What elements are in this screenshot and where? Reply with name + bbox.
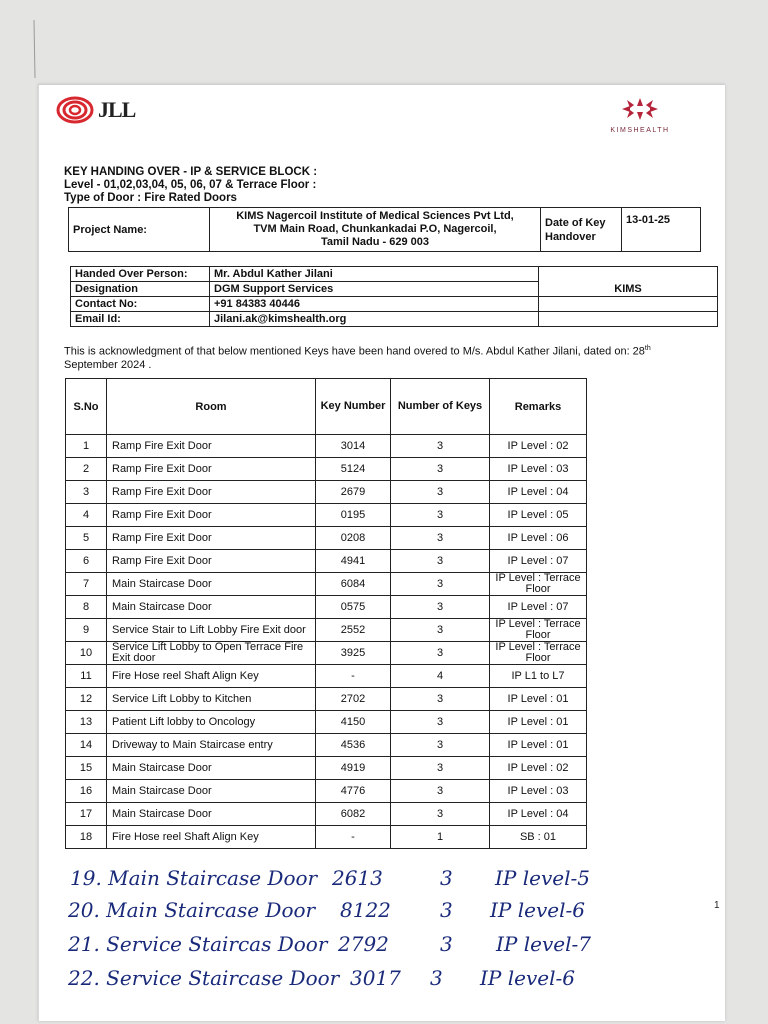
row-remarks: IP Level : 01: [490, 688, 587, 711]
row-number-of-keys: 3: [391, 504, 490, 527]
row-key-number: 3925: [316, 642, 391, 665]
row-room: Fire Hose reel Shaft Align Key: [107, 665, 316, 688]
row-sno: 14: [66, 734, 107, 757]
table-row: [66, 527, 587, 550]
kims-logo: [590, 96, 690, 134]
table-row: [66, 481, 587, 504]
hw-remarks: IP level-7: [496, 932, 591, 956]
table-row: [66, 458, 587, 481]
hw-count: 3: [440, 866, 453, 890]
row-key-number: 6084: [316, 573, 391, 596]
designation-value: DGM Support Services: [210, 282, 539, 297]
row-room: Fire Hose reel Shaft Align Key: [107, 826, 316, 849]
project-name-value: [210, 208, 541, 252]
row-room: Patient Lift lobby to Oncology: [107, 711, 316, 734]
row-key-number: 4776: [316, 780, 391, 803]
keys-table-body: [66, 435, 587, 849]
row-sno: 7: [66, 573, 107, 596]
page-corner-mark: [30, 20, 38, 80]
hw-room: 19. Main Staircase Door: [70, 866, 318, 890]
hw-key: 2792: [338, 932, 389, 956]
row-number-of-keys: 3: [391, 550, 490, 573]
jll-logo-text: JLL: [98, 97, 136, 122]
row-key-number: 4941: [316, 550, 391, 573]
row-room: Main Staircase Door: [107, 757, 316, 780]
row-number-of-keys: 1: [391, 826, 490, 849]
row-number-of-keys: 3: [391, 734, 490, 757]
row-remarks: IP Level : 06: [490, 527, 587, 550]
heading-line-2: Level - 01,02,03,04, 05, 06, 07 & Terrace Floor :: [64, 179, 317, 191]
table-row: [66, 504, 587, 527]
row-key-number: -: [316, 826, 391, 849]
row-key-number: 3014: [316, 435, 391, 458]
row-sno: 3: [66, 481, 107, 504]
hw-room: 21. Service Staircas Door: [68, 932, 328, 956]
row-remarks: IP Level : 02: [490, 757, 587, 780]
row-number-of-keys: 3: [391, 642, 490, 665]
row-room: Main Staircase Door: [107, 596, 316, 619]
row-room: Ramp Fire Exit Door: [107, 504, 316, 527]
table-row: [66, 734, 587, 757]
row-key-number: 4150: [316, 711, 391, 734]
table-row: [66, 826, 587, 849]
row-sno: 12: [66, 688, 107, 711]
row-room: Main Staircase Door: [107, 573, 316, 596]
person-label: Handed Over Person:: [71, 267, 210, 282]
row-remarks: IP Level : 07: [490, 550, 587, 573]
row-number-of-keys: 3: [391, 688, 490, 711]
acknowledgment-text: [64, 342, 714, 372]
row-number-of-keys: 4: [391, 665, 490, 688]
row-remarks: IP Level : Terrace Floor: [490, 642, 587, 665]
row-remarks: IP Level : 03: [490, 780, 587, 803]
table-row: [66, 596, 587, 619]
row-remarks: IP Level : 07: [490, 596, 587, 619]
table-row: [66, 757, 587, 780]
row-sno: 10: [66, 642, 107, 665]
table-row: [66, 688, 587, 711]
row-room: Ramp Fire Exit Door: [107, 550, 316, 573]
handed-over-table: [70, 266, 718, 327]
row-key-number: 0208: [316, 527, 391, 550]
row-number-of-keys: 3: [391, 596, 490, 619]
page-number: 1: [714, 900, 720, 911]
row-remarks: IP Level : 03: [490, 458, 587, 481]
row-number-of-keys: 3: [391, 803, 490, 826]
row-key-number: 2679: [316, 481, 391, 504]
document-heading: [64, 166, 317, 205]
row-remarks: IP Level : 01: [490, 711, 587, 734]
row-sno: 18: [66, 826, 107, 849]
row-remarks: IP Level : Terrace Floor: [490, 573, 587, 596]
email-label: Email Id:: [71, 312, 210, 327]
table-row: [66, 711, 587, 734]
row-sno: 17: [66, 803, 107, 826]
handwritten-row-19: [70, 866, 590, 890]
hw-remarks: IP level-6: [480, 966, 575, 990]
row-key-number: -: [316, 665, 391, 688]
table-row: [66, 780, 587, 803]
row-number-of-keys: 3: [391, 711, 490, 734]
row-sno: 13: [66, 711, 107, 734]
row-number-of-keys: 3: [391, 780, 490, 803]
row-key-number: 5124: [316, 458, 391, 481]
row-remarks: IP Level : 05: [490, 504, 587, 527]
row-sno: 5: [66, 527, 107, 550]
row-remarks: SB : 01: [490, 826, 587, 849]
hw-room: 20. Main Staircase Door: [68, 898, 316, 922]
hw-key: 8122: [340, 898, 391, 922]
project-name-label: Project Name:: [69, 208, 210, 252]
row-sno: 15: [66, 757, 107, 780]
person-value: Mr. Abdul Kather Jilani: [210, 267, 539, 282]
table-row: [66, 550, 587, 573]
header-remarks: Remarks: [490, 379, 587, 435]
hw-key: 3017: [350, 966, 401, 990]
row-remarks: IP Level : 01: [490, 734, 587, 757]
jll-logo-mark-icon: [56, 96, 94, 124]
row-room: Ramp Fire Exit Door: [107, 527, 316, 550]
date-label-line-1: Date of Key: [545, 216, 606, 229]
table-row: [66, 803, 587, 826]
project-name-line-1: KIMS Nagercoil Institute of Medical Sciences Pvt Ltd,: [236, 210, 514, 222]
kims-logo-text: KIMSHEALTH: [610, 127, 670, 134]
row-remarks: IP Level : 02: [490, 435, 587, 458]
row-room: Service Lift Lobby to Kitchen: [107, 688, 316, 711]
row-sno: 2: [66, 458, 107, 481]
row-room: Ramp Fire Exit Door: [107, 458, 316, 481]
row-remarks: IP Level : Terrace Floor: [490, 619, 587, 642]
row-room: Service Lift Lobby to Open Terrace Fire Exit door: [107, 642, 316, 665]
row-key-number: 2702: [316, 688, 391, 711]
heading-line-3: Type of Door : Fire Rated Doors: [64, 192, 237, 204]
row-key-number: 2552: [316, 619, 391, 642]
table-row: [66, 665, 587, 688]
row-sno: 1: [66, 435, 107, 458]
row-room: Ramp Fire Exit Door: [107, 435, 316, 458]
designation-label: Designation: [71, 282, 210, 297]
row-remarks: IP Level : 04: [490, 481, 587, 504]
row-sno: 9: [66, 619, 107, 642]
heading-line-1: KEY HANDING OVER - IP & SERVICE BLOCK :: [64, 166, 318, 178]
hw-key: 2613: [332, 866, 383, 890]
row-key-number: 4536: [316, 734, 391, 757]
hw-room: 22. Service Staircase Door: [68, 966, 340, 990]
row-key-number: 6082: [316, 803, 391, 826]
project-name-line-3: Tamil Nadu - 629 003: [320, 236, 429, 248]
header-sno: S.No: [66, 379, 107, 435]
row-remarks: IP L1 to L7: [490, 665, 587, 688]
hw-count: 3: [440, 898, 453, 922]
email-value: Jilani.ak@kimshealth.org: [210, 312, 539, 327]
row-key-number: 4919: [316, 757, 391, 780]
row-room: Ramp Fire Exit Door: [107, 481, 316, 504]
row-key-number: 0575: [316, 596, 391, 619]
contact-label: Contact No:: [71, 297, 210, 312]
handwritten-row-22: [68, 966, 575, 990]
date-label-line-2: Handover: [545, 230, 596, 243]
acknowledgment-superscript: th: [644, 345, 651, 352]
row-sno: 8: [66, 596, 107, 619]
contact-value: +91 84383 40446: [210, 297, 539, 312]
row-number-of-keys: 3: [391, 757, 490, 780]
keys-table: [65, 378, 587, 849]
row-remarks: IP Level : 04: [490, 803, 587, 826]
row-room: Service Stair to Lift Lobby Fire Exit door: [107, 619, 316, 642]
hw-remarks: IP level-6: [490, 898, 585, 922]
org-value: KIMS: [539, 282, 718, 297]
row-number-of-keys: 3: [391, 573, 490, 596]
header-key-number: Key Number: [316, 379, 391, 435]
header-room: Room: [107, 379, 316, 435]
date-label: [541, 208, 622, 252]
hw-remarks: IP level-5: [495, 866, 590, 890]
row-number-of-keys: 3: [391, 435, 490, 458]
project-name-line-2: TVM Main Road, Chunkankadai P.O, Nagercoil,: [253, 223, 497, 235]
acknowledgment-main: This is acknowledgment of that below mentioned Keys have been hand overed to M/s. Abdul Kather Jilani, dated on: 28: [64, 345, 645, 358]
row-number-of-keys: 3: [391, 619, 490, 642]
row-sno: 4: [66, 504, 107, 527]
handwritten-row-20: [68, 898, 585, 922]
row-key-number: 0195: [316, 504, 391, 527]
row-room: Driveway to Main Staircase entry: [107, 734, 316, 757]
project-table: [68, 207, 701, 252]
acknowledgment-date: September 2024 .: [64, 358, 152, 371]
date-value: 13-01-25: [622, 208, 701, 252]
kims-flower-icon: [618, 96, 662, 122]
header-number-of-keys: Number of Keys: [391, 379, 490, 435]
table-row: [66, 619, 587, 642]
hw-count: 3: [440, 932, 453, 956]
table-row: [66, 573, 587, 596]
row-sno: 16: [66, 780, 107, 803]
row-room: Main Staircase Door: [107, 803, 316, 826]
row-number-of-keys: 3: [391, 527, 490, 550]
table-row: [66, 642, 587, 665]
row-number-of-keys: 3: [391, 481, 490, 504]
table-row: [66, 435, 587, 458]
handwritten-row-21: [68, 932, 591, 956]
jll-logo: [56, 96, 135, 124]
row-sno: 11: [66, 665, 107, 688]
row-number-of-keys: 3: [391, 458, 490, 481]
hw-count: 3: [430, 966, 443, 990]
row-room: Main Staircase Door: [107, 780, 316, 803]
row-sno: 6: [66, 550, 107, 573]
